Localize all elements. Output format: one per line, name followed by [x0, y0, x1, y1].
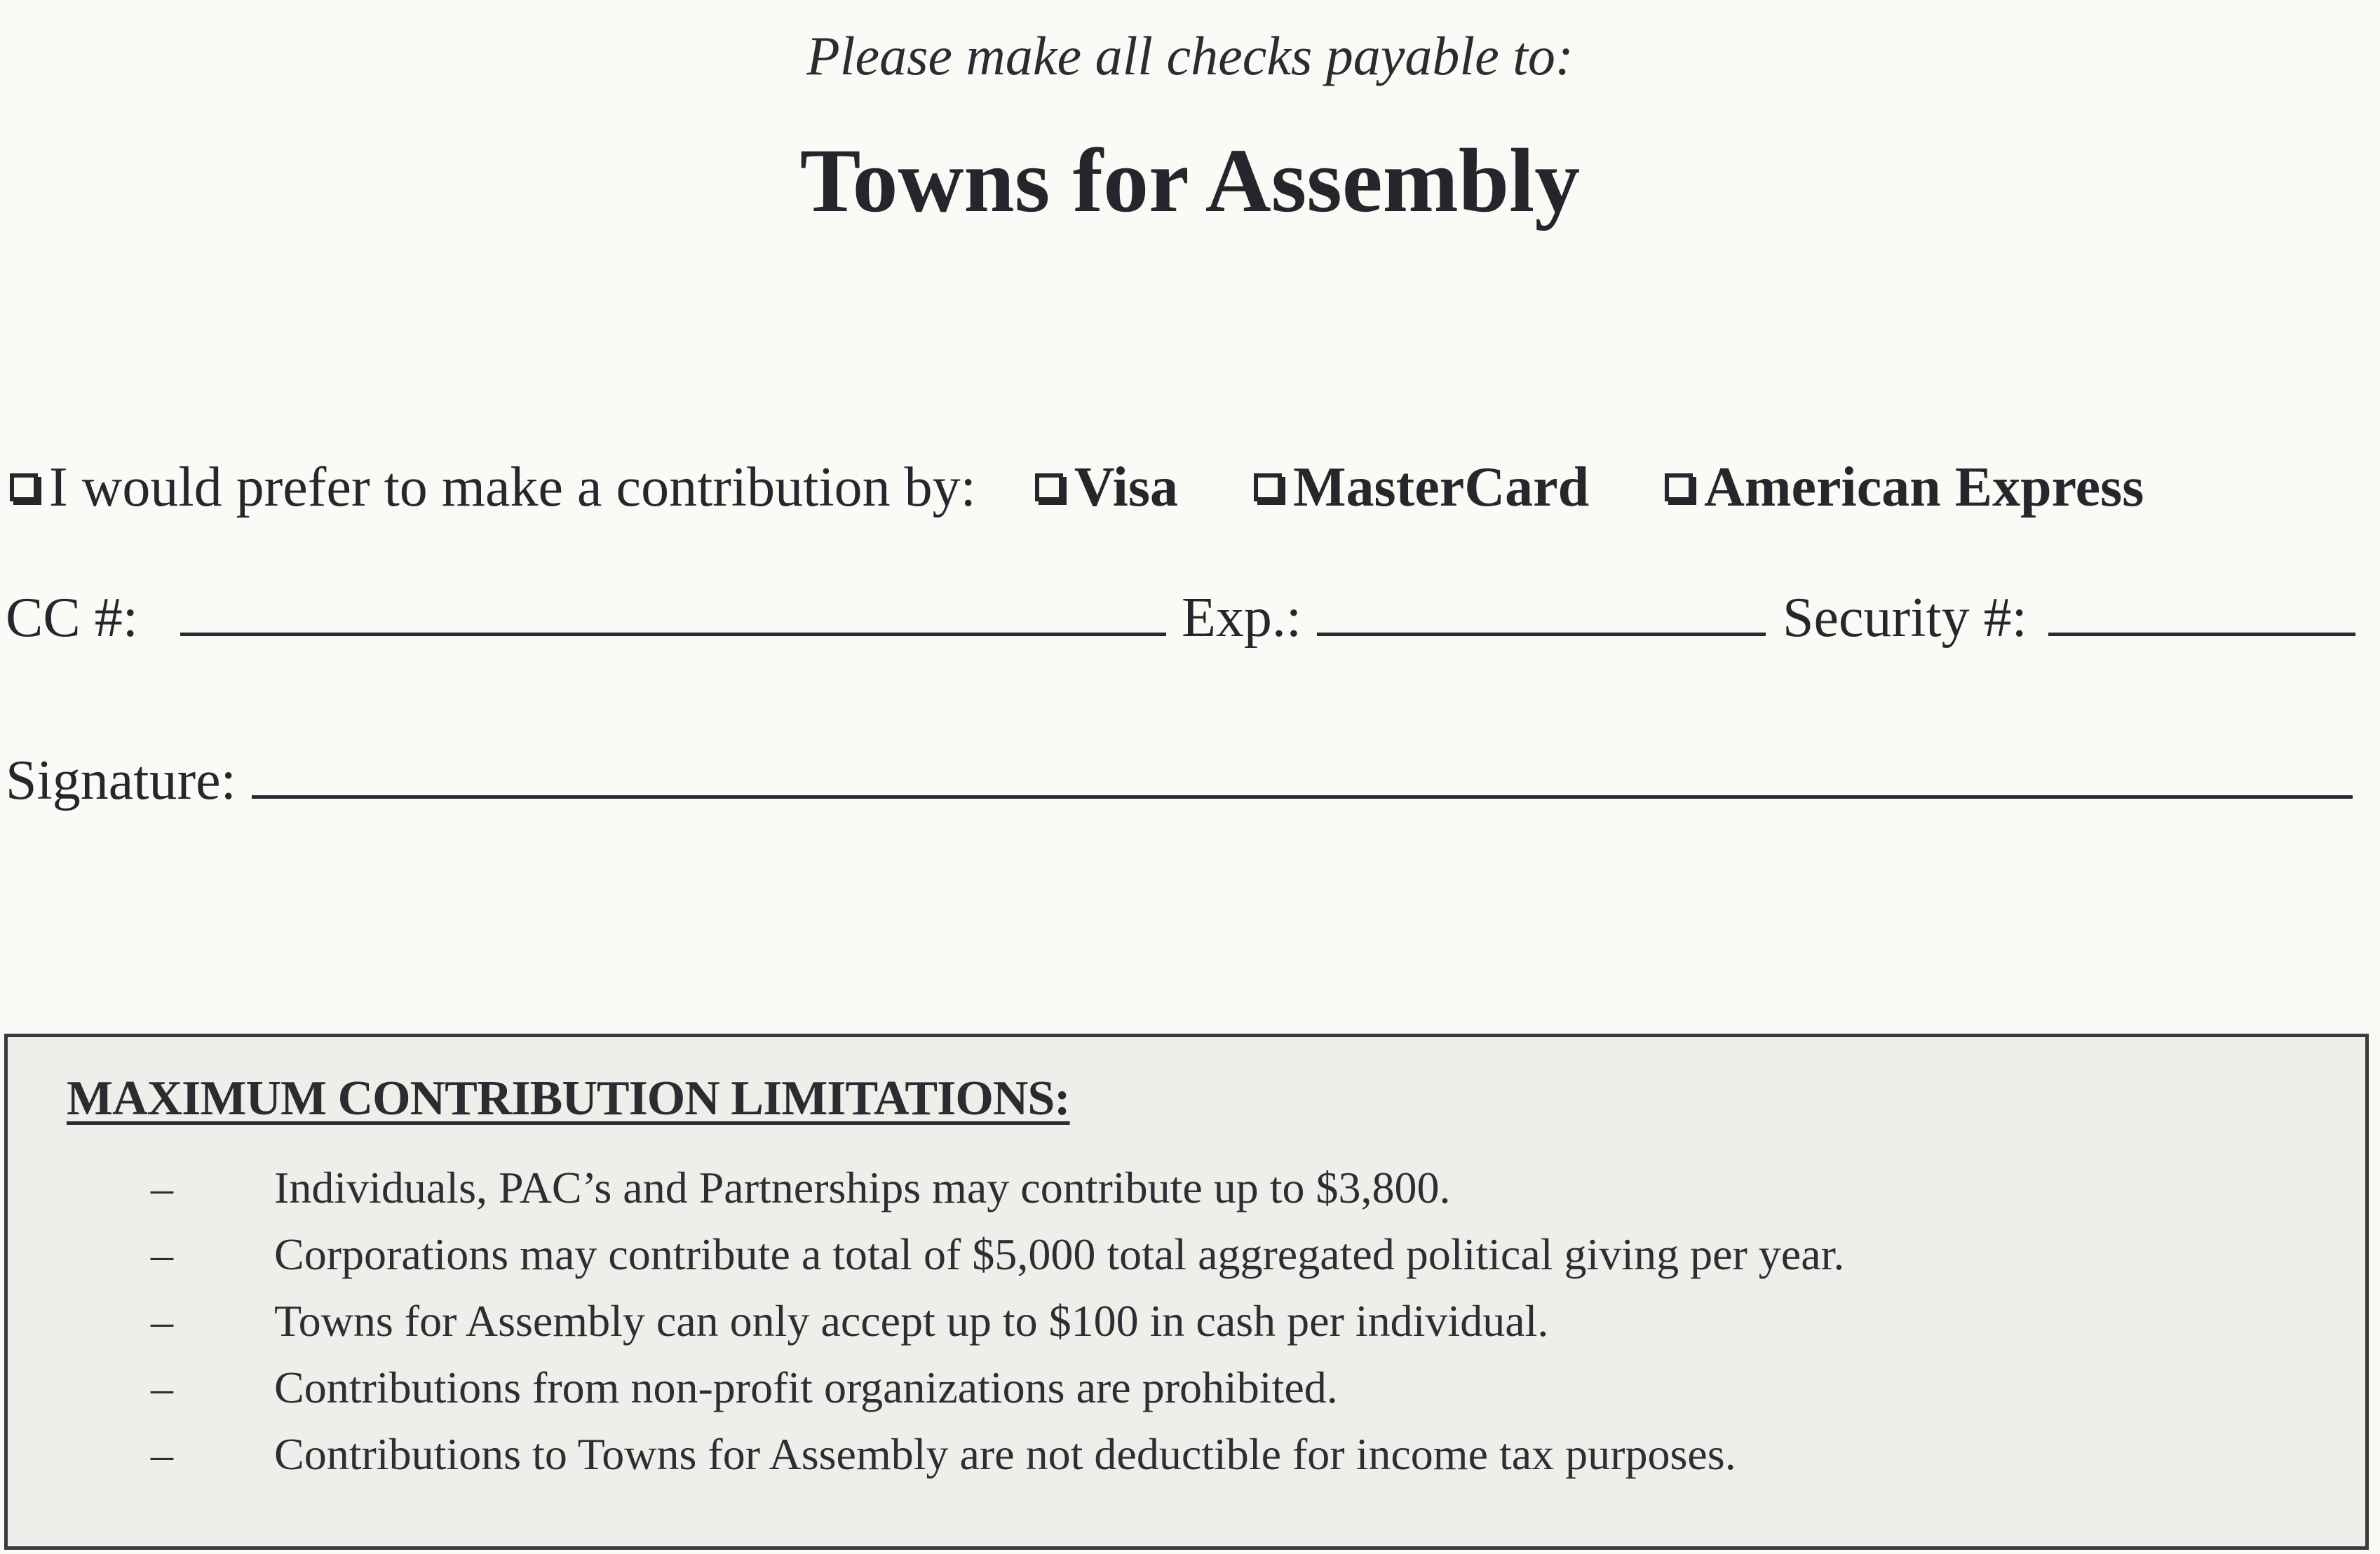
payable-to-instruction: Please make all checks payable to: [806, 25, 1574, 86]
organization-name: Towns for Assembly [799, 130, 1581, 231]
limit-text: Towns for Assembly can only accept up to $100 in cash per individual. [274, 1296, 1549, 1346]
signature-row [0, 749, 2380, 813]
cc-number-field[interactable] [180, 632, 1166, 636]
mastercard-checkbox[interactable] [1254, 473, 1282, 501]
visa-label: Visa [1074, 457, 1179, 518]
limit-text: Contributions from non-profit organizations are prohibited. [274, 1363, 1338, 1412]
limits-title: MAXIMUM CONTRIBUTION LIMITATIONS: [67, 1072, 1070, 1126]
visa-checkbox[interactable] [1035, 473, 1063, 501]
limit-dash: – [151, 1429, 173, 1479]
limit-dash: – [151, 1229, 173, 1279]
contribution-limits-box [4, 1034, 2369, 1550]
cc-number-label: CC #: [6, 587, 138, 649]
prefer-card-label: I would prefer to make a contribution by: [49, 457, 976, 518]
signature-field[interactable] [252, 795, 2353, 799]
card-details-row [0, 586, 2380, 650]
payment-method-row [0, 456, 2380, 520]
mastercard-label: MasterCard [1293, 457, 1590, 518]
limit-dash: – [151, 1163, 173, 1212]
american-express-label: American Express [1704, 457, 2144, 518]
limit-dash: – [151, 1296, 173, 1346]
expiration-label: Exp.: [1181, 587, 1302, 649]
expiration-field[interactable] [1317, 632, 1766, 636]
limit-text: Contributions to Towns for Assembly are not deductible for income tax purposes. [274, 1429, 1736, 1479]
signature-label: Signature: [6, 750, 236, 811]
american-express-checkbox[interactable] [1665, 473, 1693, 501]
limit-text: Corporations may contribute a total of $5,000 total aggregated political giving per year. [274, 1229, 1845, 1279]
limit-dash: – [151, 1363, 173, 1412]
limit-text: Individuals, PAC’s and Partnerships may contribute up to $3,800. [274, 1163, 1451, 1212]
security-code-field[interactable] [2048, 632, 2355, 636]
prefer-card-checkbox[interactable] [10, 473, 38, 501]
security-code-label: Security #: [1783, 587, 2027, 649]
